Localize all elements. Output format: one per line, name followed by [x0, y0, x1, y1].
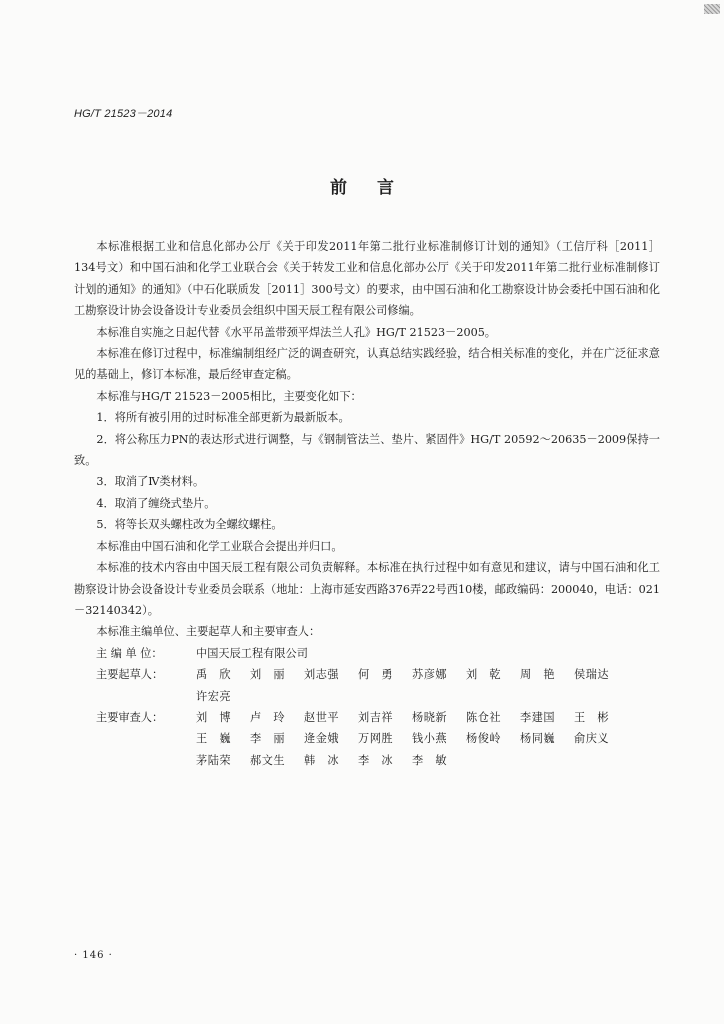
paragraph-interpretation: 本标准的技术内容由中国天辰工程有限公司负责解释。本标准在执行过程中如有意见和建议，请与中国石油和化工勘察设计协会设备设计专业委员会联系（地址：上海市延安西路376弄22号西10楼，邮政编码：200040，电话：021－32140342）。	[74, 561, 660, 617]
drafter-name: 侯瑞达	[574, 668, 610, 682]
reviewer-name: 郝文生	[250, 753, 286, 767]
scan-corner-mark	[704, 4, 720, 14]
reviewer-name: 逄金娥	[304, 732, 340, 746]
page-number: · 146 ·	[74, 950, 113, 961]
reviewer-name: 卢 玲	[250, 710, 286, 724]
reviewers-row	[74, 707, 660, 771]
drafter-name: 许宏亮	[196, 689, 232, 703]
reviewer-name: 万网胜	[358, 732, 394, 746]
reviewer-name: 杨晓新	[412, 710, 448, 724]
reviewer-name: 刘吉祥	[358, 710, 394, 724]
change-item-1: 1．将所有被引用的过时标准全部更新为最新版本。	[96, 411, 350, 425]
editor-unit-value: 中国天辰工程有限公司	[196, 646, 308, 660]
reviewer-name: 赵世平	[304, 710, 340, 724]
reviewer-name: 李 丽	[250, 732, 286, 746]
reviewer-name: 俞庆义	[574, 732, 610, 746]
reviewers-list	[196, 707, 660, 771]
drafter-name: 苏彦娜	[412, 668, 448, 682]
page-title: 前言	[330, 178, 424, 198]
editor-unit-label: 主 编 单 位：	[96, 646, 163, 660]
drafters-row	[74, 664, 660, 707]
signatories-table	[74, 643, 660, 771]
reviewer-name: 刘 博	[196, 710, 232, 724]
change-item-4: 4．取消了缠绕式垫片。	[96, 496, 216, 510]
reviewer-name: 王 彬	[574, 710, 610, 724]
reviewer-name: 王 巍	[196, 732, 232, 746]
reviewer-name: 李建国	[520, 710, 556, 724]
reviewer-name: 李 敏	[412, 753, 448, 767]
editor-unit-row	[74, 643, 660, 664]
document-body	[74, 236, 660, 771]
reviewer-name: 杨俊岭	[466, 732, 502, 746]
standard-code-header: HG/T 21523－2014	[74, 108, 173, 120]
reviewer-name: 钱小燕	[412, 732, 448, 746]
drafter-name: 刘志强	[304, 668, 340, 682]
change-item-3: 3．取消了Ⅳ类材料。	[96, 475, 205, 489]
reviewer-name: 杨同巍	[520, 732, 556, 746]
drafters-label: 主要起草人：	[96, 668, 164, 682]
paragraph-basis: 本标准根据工业和信息化部办公厅《关于印发2011年第二批行业标准制修订计划的通知》（工信厅科［2011］134号文）和中国石油和化学工业联合会《关于转发工业和信息化部办公厅《关于印发2011年第二批行业标准制修订计划的通知》的通知》（中石化联质发［2011］300号文）的要求，由中国石油和化工勘察设计协会委托中国石油和化工勘察设计协会设备设计专业委员会组织中国天辰工程有限公司修编。	[74, 240, 660, 318]
reviewer-name: 陈仓社	[466, 710, 502, 724]
change-item-2: 2．将公称压力PN的表达形式进行调整，与《钢制管法兰、垫片、紧固件》HG/T 20592～20635－2009保持一致。	[74, 432, 660, 468]
paragraph-proposer: 本标准由中国石油和化学工业联合会提出并归口。	[96, 539, 343, 553]
drafter-name: 周 艳	[520, 668, 556, 682]
paragraph-signatories-intro: 本标准主编单位、主要起草人和主要审查人：	[96, 625, 321, 639]
drafter-name: 禹 欣	[196, 668, 232, 682]
paragraph-revision-process: 本标准在修订过程中，标准编制组经广泛的调查研究，认真总结实践经验，结合相关标准的变化，并在广泛征求意见的基础上，修订本标准，最后经审查定稿。	[74, 347, 660, 382]
drafter-name: 刘 丽	[250, 668, 286, 682]
drafter-name: 何 勇	[358, 668, 394, 682]
reviewer-name: 李 冰	[358, 753, 394, 767]
drafters-list	[196, 664, 660, 707]
reviewer-name: 韩 冰	[304, 753, 340, 767]
drafter-name: 刘 乾	[466, 668, 502, 682]
paragraph-replacement: 本标准自实施之日起代替《水平吊盖带颈平焊法兰人孔》HG/T 21523－2005。	[96, 325, 496, 339]
reviewer-name: 茅陆荣	[196, 753, 232, 767]
paragraph-changes-intro: 本标准与HG/T 21523－2005相比，主要变化如下：	[96, 389, 362, 403]
reviewers-label: 主要审查人：	[96, 710, 164, 724]
change-item-5: 5．将等长双头螺柱改为全螺纹螺柱。	[96, 518, 283, 532]
